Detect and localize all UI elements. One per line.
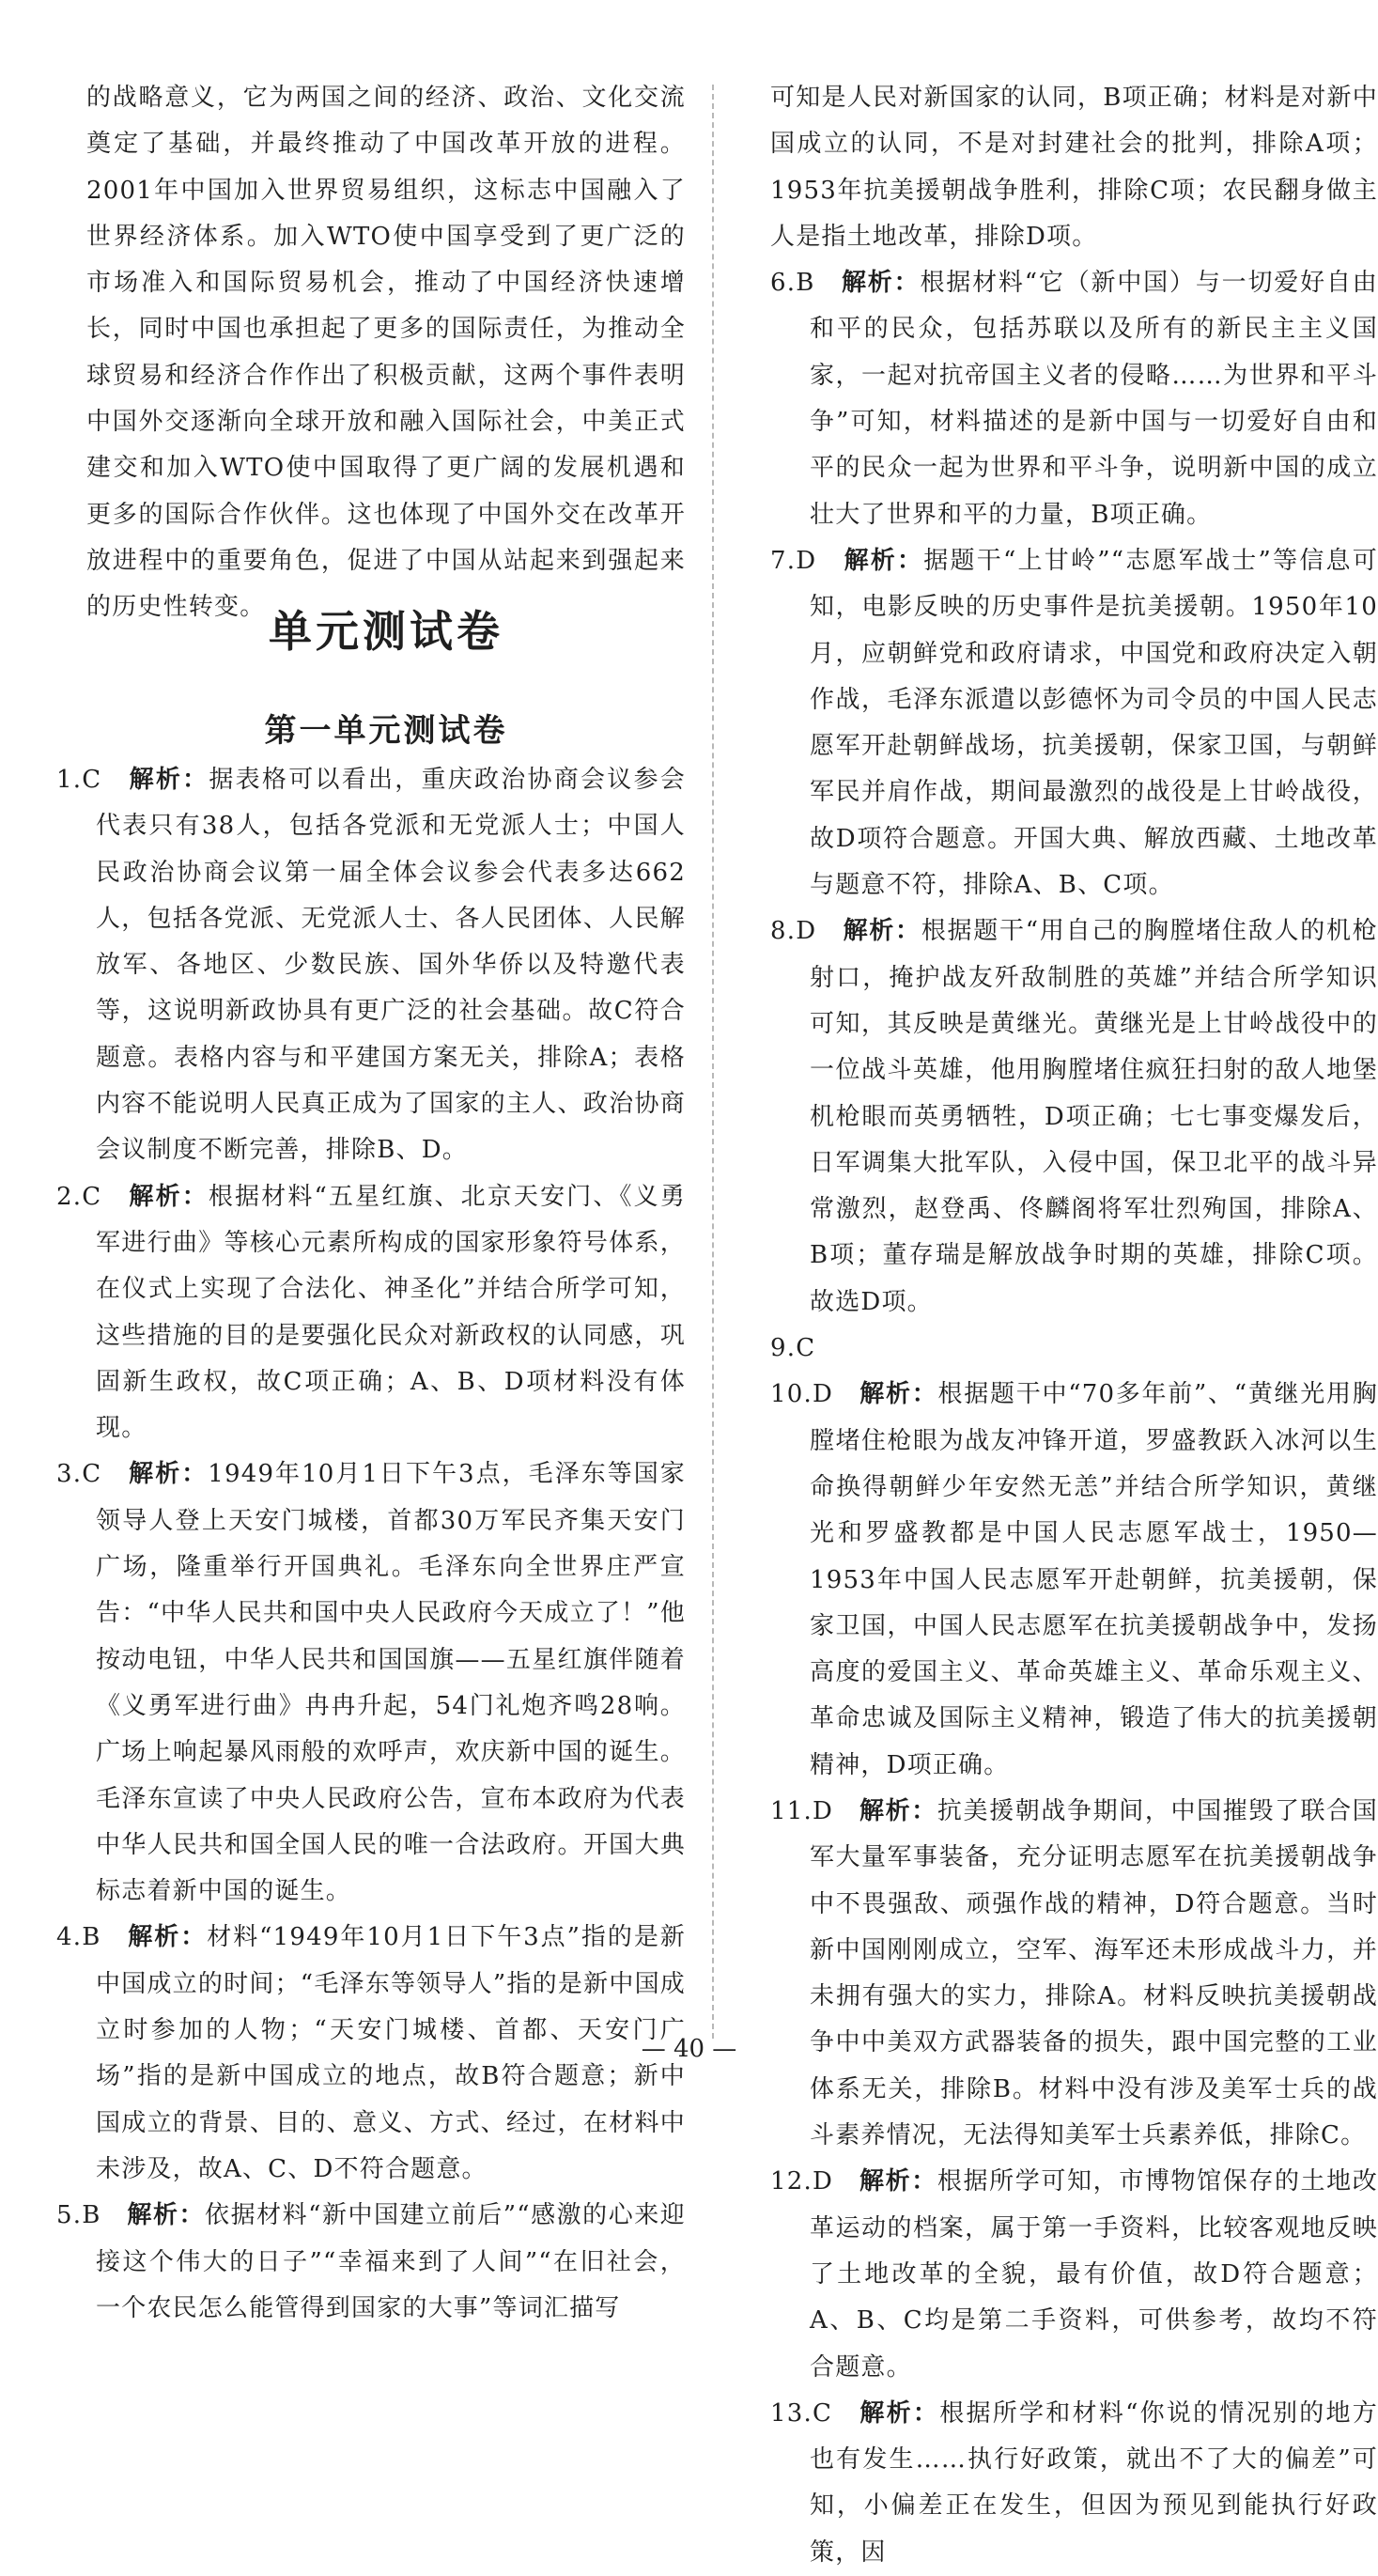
answer-number: 4.B	[56, 1923, 101, 1952]
answer-item-continued	[770, 75, 1378, 260]
answer-number: 11.D	[770, 1796, 833, 1825]
answer-item	[770, 2391, 1378, 2576]
analysis-label: 解析：	[127, 2201, 206, 2230]
answer-list-right	[770, 75, 1378, 2576]
answer-number: 3.C	[56, 1460, 102, 1489]
answer-text: 根据题干“用自己的胸膛堵住敌人的机枪射口，掩护战友歼敌制胜的英雄”并结合所学知识可知，其反映是黄继光。黄继光是上甘岭战役中的一位战斗英雄，他用胸膛堵住疯狂扫射的敌人地堡机枪眼而英勇牺牲，D项正确；七七事变爆发后，日军调集大批军队，入侵中国，保卫北平的战斗异常激烈，赵登禹、佟麟阁将军壮烈殉国，排除A、B项；董存瑞是解放战争时期的英雄，排除C项。故选D项。	[810, 917, 1378, 1316]
answer-number: 1.C	[56, 766, 102, 794]
answer-text: 根据材料“五星红旗、北京天安门、《义勇军进行曲》等核心元素所构成的国家形象符号体系，在仪式上实现了合法化、神圣化”并结合所学可知，这些措施的目的是要强化民众对新政权的认同感，巩固新生政权，故C项正确；A、B、D项材料没有体现。	[96, 1182, 687, 1443]
analysis-label: 解析：	[128, 1923, 208, 1952]
analysis-label: 解析：	[129, 1182, 209, 1211]
answer-text: 据表格可以看出，重庆政治协商会议参会代表只有38人，包括各党派和无党派人士；中国人民政治协商会议第一届全体会议参会代表多达662人，包括各党派、无党派人士、各人民团体、人民解放军、各地区、少数民族、国外华侨以及特邀代表等，这说明新政协具有更广泛的社会基础。故C符合题意。表格内容与和平建国方案无关，排除A；表格内容不能说明人民真正成为了国家的主人、政治协商会议制度不断完善，排除B、D。	[96, 766, 687, 1165]
section-title: 单元测试卷	[269, 606, 503, 657]
analysis-label: 解析：	[844, 546, 924, 575]
answer-item	[56, 757, 686, 1174]
answer-text: 根据所学可知，市博物馆保存的土地改革运动的档案，属于第一手资料，比较客观地反映了土地改革的全貌，最有价值，故D符合题意；A、B、C均是第二手资料，可供参考，故均不符合题意。	[810, 2167, 1378, 2382]
answer-number: 10.D	[770, 1380, 833, 1409]
analysis-label: 解析：	[841, 269, 921, 298]
answer-text: 1949年10月1日下午3点，毛泽东等国家领导人登上天安门城楼，首都30万军民齐集天安门广场，隆重举行开国典礼。毛泽东向全世界庄严宣告：“中华人民共和国中央人民政府今天成立了！”他按动电钮，中华人民共和国国旗——五星红旗伴随着《义勇军进行曲》冉冉升起，54门礼炮齐鸣28响。广场上响起暴风雨般的欢呼声，欢庆新中国的诞生。毛泽东宣读了中央人民政府公告，宣布本政府为代表中华人民共和国全国人民的唯一合法政府。开国大典标志着新中国的诞生。	[96, 1460, 686, 1906]
answer-item	[770, 2159, 1378, 2390]
answer-item	[770, 1326, 1378, 1372]
answer-text: 材料“1949年10月1日下午3点”指的是新中国成立的时间；“毛泽东等领导人”指的是新中国成立时参加的人物；“天安门城楼、首都、天安门广场”指的是新中国成立的地点，故B符合题意；新中国成立的背景、目的、意义、方式、经过，在材料中未涉及，故A、C、D不符合题意。	[96, 1923, 686, 2183]
answer-text: 根据材料“它（新中国）与一切爱好自由和平的民众，包括苏联以及所有的新民主主义国家，一起对抗帝国主义者的侵略……为世界和平斗争”可知，材料描述的是新中国与一切爱好自由和平的民众一起为世界和平斗争，说明新中国的成立壮大了世界和平的力量，B项正确。	[810, 269, 1378, 529]
answer-text: 抗美援朝战争期间，中国摧毁了联合国军大量军事装备，充分证明志愿军在抗美援朝战争中不畏强敌、顽强作战的精神，D符合题意。当时新中国刚刚成立，空军、海军还未形成战斗力，并未拥有强大的实力，排除A。材料反映抗美援朝战争中中美双方武器装备的损失，跟中国完整的工业体系无关，排除B。材料中没有涉及美军士兵的战斗素养情况，无法得知美军士兵素养低，排除C。	[810, 1796, 1378, 2150]
answer-item	[56, 1174, 686, 1452]
analysis-label: 解析：	[859, 2398, 940, 2428]
answer-item	[770, 908, 1378, 1326]
subsection-title: 第一单元测试卷	[264, 712, 508, 750]
analysis-label: 解析：	[859, 1380, 938, 1409]
answer-text: 可知是人民对新国家的认同，B项正确；材料是对新中国成立的认同，不是对封建社会的批判，排除A项；1953年抗美援朝战争胜利，排除C项；农民翻身做主人是指土地改革，排除D项。	[770, 84, 1378, 251]
answer-item	[56, 1451, 686, 1915]
answer-number: 2.C	[56, 1182, 102, 1211]
analysis-label: 解析：	[859, 2167, 937, 2196]
answer-number: 7.D	[770, 546, 817, 575]
analysis-label: 解析：	[129, 1460, 209, 1489]
analysis-label: 解析：	[843, 917, 921, 946]
answer-number: 12.D	[770, 2167, 833, 2196]
answer-list-left	[56, 757, 686, 2332]
answer-text: 依据材料“新中国建立前后”“感激的心来迎接这个伟大的日子”“幸福来到了人间”“在旧社会，一个农民怎么能管得到国家的大事”等词汇描写	[96, 2201, 686, 2322]
analysis-label: 解析：	[859, 1796, 937, 1825]
answer-number: 9.C	[770, 1334, 816, 1363]
answer-item	[770, 1789, 1378, 2159]
answer-number: 5.B	[56, 2201, 101, 2230]
answer-number: 6.B	[770, 269, 815, 298]
answer-text: 根据所学和材料“你说的情况别的地方也有发生……执行好政策，就出不了大的偏差”可知，小偏差正在发生，但因为预见到能执行好政策，因	[810, 2398, 1378, 2567]
page-number: — 40 —	[641, 2035, 737, 2063]
answer-text: 据题干“上甘岭”“志愿军战士”等信息可知，电影反映的历史事件是抗美援朝。1950年10月，应朝鲜党和政府请求，中国党和政府决定入朝作战，毛泽东派遣以彭德怀为司令员的中国人民志愿军开赴朝鲜战场，抗美援朝，保家卫国，与朝鲜军民并肩作战，期间最激烈的战役是上甘岭战役，故D项符合题意。开国大典、解放西藏、土地改革与题意不符，排除A、B、C项。	[810, 546, 1378, 900]
answer-item	[56, 2193, 686, 2332]
answer-number: 13.C	[770, 2398, 833, 2428]
answer-item	[770, 538, 1378, 908]
answer-item	[770, 1372, 1378, 1789]
column-divider	[712, 85, 714, 2039]
answer-number: 8.D	[770, 917, 817, 946]
intro-paragraph: 的战略意义，它为两国之间的经济、政治、文化交流奠定了基础，并最终推动了中国改革开放的进程。2001年中国加入世界贸易组织，这标志中国融入了世界经济体系。加入WTO使中国享受到了更广泛的市场准入和国际贸易机会，推动了中国经济快速增长，同时中国也承担起了更多的国际责任，为推动全球贸易和经济合作作出了积极贡献，这两个事件表明中国外交逐渐向全球开放和融入国际社会，中美正式建交和加入WTO使中国取得了更广阔的发展机遇和更多的国际合作伙伴。这也体现了中国外交在改革开放进程中的重要角色，促进了中国从站起来到强起来的历史性转变。	[86, 84, 686, 622]
answer-item	[770, 260, 1378, 538]
answer-text: 根据题干中“70多年前”、“黄继光用胸膛堵住枪眼为战友冲锋开道，罗盛教跃入冰河以生命换得朝鲜少年安然无恙”并结合所学知识，黄继光和罗盛教都是中国人民志愿军战士，1950—1953年中国人民志愿军开赴朝鲜，抗美援朝，保家卫国，中国人民志愿军在抗美援朝战争中，发扬高度的爱国主义、革命英雄主义、革命乐观主义、革命忠诚及国际主义精神，锻造了伟大的抗美援朝精神，D项正确。	[810, 1380, 1378, 1779]
analysis-label: 解析：	[129, 766, 209, 794]
